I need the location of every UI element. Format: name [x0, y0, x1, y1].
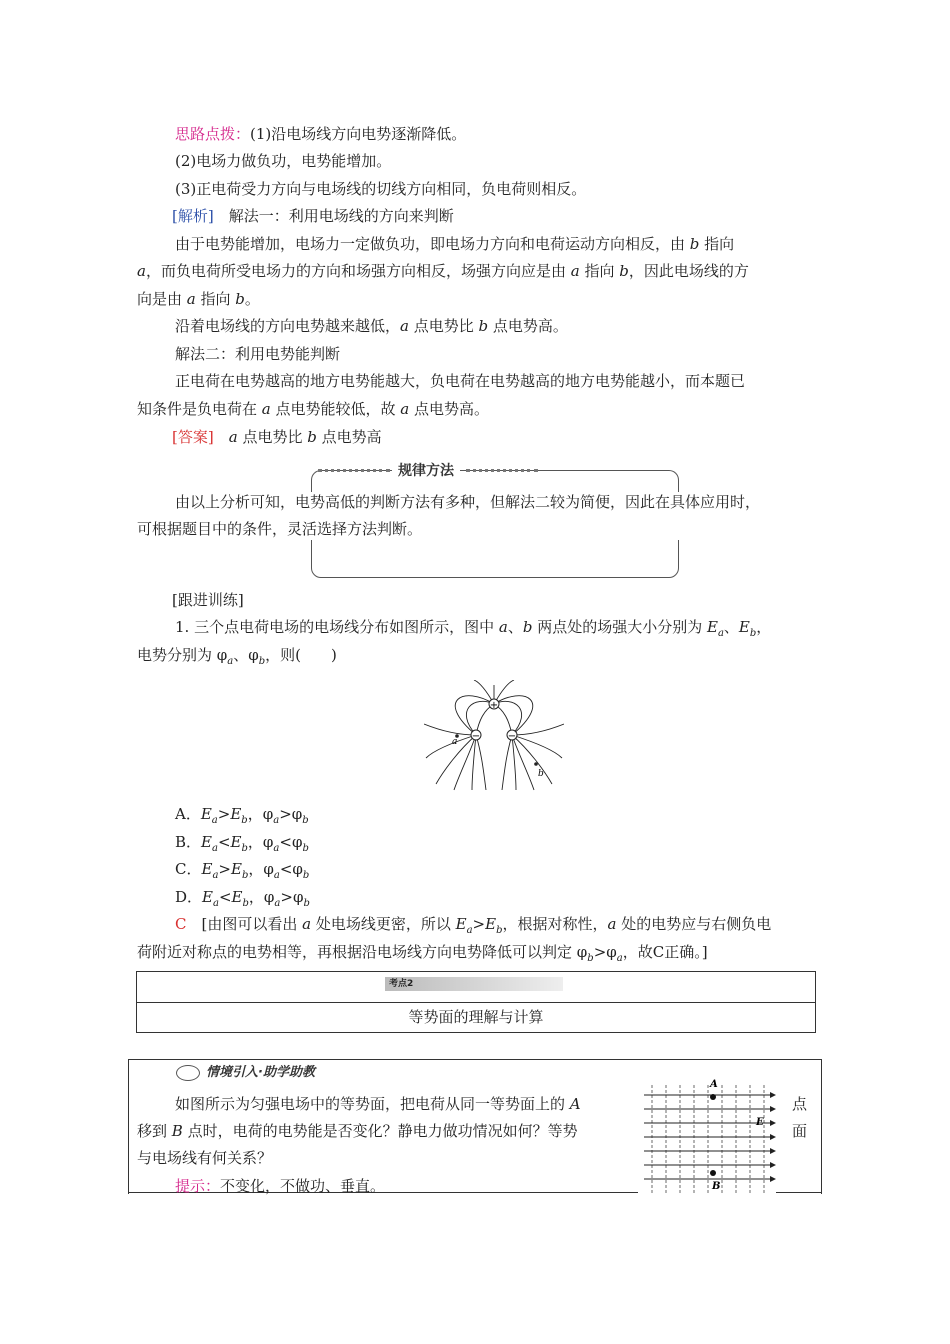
field-lines-figure [424, 680, 564, 792]
scenario-hint: 提示：不变化，不做功、垂直。 [175, 1177, 386, 1195]
svg-text:−: − [471, 731, 481, 742]
solution-letter: C [175, 915, 187, 933]
answer-tag: [答案] [172, 428, 214, 446]
rule-title: 规律方法 [392, 460, 460, 480]
option-c[interactable]: C．$E_a>E_b$，$\varphi_a<\varphi_b$ [175, 860, 310, 881]
option-b[interactable]: B．$E_a<E_b$，$\varphi_a<\varphi_b$ [175, 833, 309, 854]
svg-text:−: − [507, 731, 517, 742]
hint-line-3: (3)正电荷受力方向与电场线的切线方向相同，负电荷则相反。 [175, 180, 587, 198]
answer-line: [答案] a 点电势比 b 点电势高 [172, 428, 382, 446]
rule-line-2: 可根据题目中的条件，灵活选择方法判断。 [137, 520, 423, 538]
scenario-line1: 如图所示为匀强电场中的等势面，把电荷从同一等势面上的 A [175, 1095, 581, 1113]
option-d[interactable]: D．$E_a<E_b$，$\varphi_a>\varphi_b$ [175, 888, 310, 909]
analysis-m2-line2: 知条件是负电荷在 a 点电势能较低，故 a 点电势高。 [137, 400, 490, 418]
scenario-side-1: 点 [792, 1095, 808, 1113]
hint-point-1: (1)沿电场线方向电势逐渐降低。 [250, 125, 467, 143]
method2-title: 解法二：利用电势能判断 [175, 345, 341, 363]
equipotential-figure [640, 1075, 780, 1197]
analysis-m2-line1: 正电荷在电势越高的地方电势能越大，负电荷在电势越高的地方电势能越小，而本题已 [175, 372, 746, 390]
rule-line-1: 由以上分析可知，电势高低的判断方法有多种，但解法二较为简便，因此在具体应用时， [175, 493, 761, 511]
question1-line1: 1. 三个点电荷电场的电场线分布如图所示，图中 a、b 两点处的场强大小分别为 $E_a$、$E_b$， [175, 618, 772, 639]
svg-text:A: A [710, 1079, 718, 1090]
solution-line1: C [由图可以看出 a 处电场线更密，所以 $E_a>E_b$，根据对称性，a 处的电势应与右侧负电 [175, 915, 772, 936]
scenario-heading: 情境引入·助学助教 [176, 1063, 315, 1083]
analysis-m1-line3: 向是由 a 指向 b。 [137, 290, 260, 308]
rule-dots-left [318, 469, 390, 474]
section2-badge: 考点2 [389, 979, 414, 989]
scenario-side-2: 面 [792, 1122, 808, 1140]
scenario-icon [176, 1065, 200, 1081]
analysis-tag: [解析] [172, 207, 214, 225]
scenario-line2: 移到 B 点时，电荷的电势能是否变化？静电力做功情况如何？等势 [137, 1122, 578, 1140]
solution-line2: 荷附近对称点的电势相等，再根据沿电场线方向电势降低可以判定 $\varphi_b>\varphi_a$，故C正确。] [137, 943, 708, 964]
scenario-hint-label: 提示： [175, 1177, 221, 1195]
hint-label: 思路点拨： [175, 125, 251, 143]
svg-text:E: E [756, 1117, 764, 1128]
practice-tag: [跟进训练] [172, 591, 244, 609]
rule-dots-right [466, 469, 538, 474]
analysis-header [172, 206, 454, 226]
svg-text:+: + [489, 700, 499, 711]
method1-title: 解法一：利用电场线的方向来判断 [228, 207, 454, 225]
option-a[interactable]: A．$E_a>E_b$，$\varphi_a>\varphi_b$ [175, 805, 309, 826]
analysis-m1-line4: 沿着电场线的方向电势越来越低，a 点电势比 b 点电势高。 [175, 317, 568, 335]
section2-badge-bar [385, 977, 563, 991]
hint-line-2: (2)电场力做负功，电势能增加。 [175, 152, 392, 170]
section2-title: 等势面的理解与计算 [408, 1008, 544, 1026]
point-A [710, 1094, 716, 1100]
analysis-m1-line1: 由于电势能增加，电场力一定做负功，即电场力方向和电荷运动方向相反，由 b 指向 [175, 235, 735, 253]
analysis-m1-line2: a，而负电荷所受电场力的方向和场强方向相反，场强方向应是由 a 指向 b，因此电场线的方 [137, 262, 749, 280]
point-a-label: a [452, 737, 458, 747]
hint-line-1 [175, 124, 466, 144]
section2-box [136, 971, 816, 1033]
question1-line2: 电势分别为 $\varphi_a$、$\varphi_b$，则( ) [137, 646, 337, 667]
point-B [710, 1170, 716, 1176]
point-b-label: b [538, 769, 544, 779]
svg-text:B: B [712, 1181, 721, 1192]
scenario-line3: 与电场线有何关系？ [137, 1149, 273, 1167]
